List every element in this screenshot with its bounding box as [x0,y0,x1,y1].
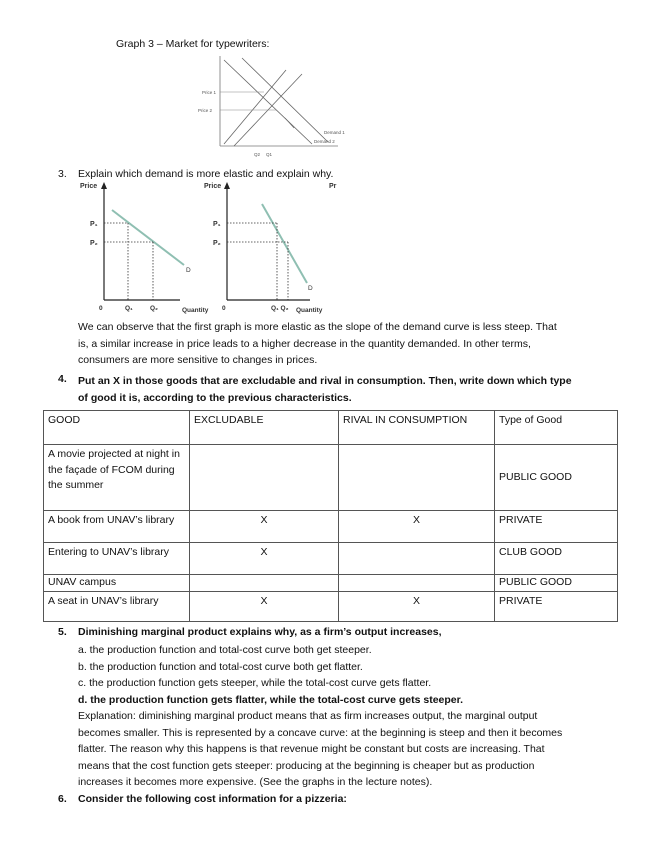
q3-question: Explain which demand is more elastic and explain why. [78,168,334,180]
q3-right-y-arrow [224,182,230,189]
q3-elasticity-graphs [70,180,350,320]
q3-right-demand-curve [262,204,307,283]
table-row [44,543,618,575]
cell-good: A movie projected at night in the façade of FCOM during the summer [44,445,190,511]
q4-question-line: of good it is, according to the previous characteristics. [78,391,352,404]
table-row [44,445,618,511]
graph3-demand-line-1 [224,70,286,144]
cell-type: PUBLIC GOOD [495,445,618,511]
q5-explanation-line: flatter. The reason why this happens is that revenue might be constant but costs are increasing. That [78,743,545,755]
q3-answer-line: We can observe that the first graph is more elastic as the slope of the demand curve is less steep. That [78,321,557,333]
q3-right-price-label: Price [204,183,222,190]
cell-type: PRIVATE [495,592,618,622]
graph3-price1-label: Price 1 [202,90,217,95]
q5-options [78,642,638,708]
q3-left-p2-label: P₂ [90,240,98,247]
q3-left-price-label: Price [80,183,98,190]
q5-explanation-line: becomes smaller. This is represented by a concave curve: at the beginning is steep and then it becomes [78,726,563,739]
cell-good: A book from UNAV’s library [44,511,190,543]
cell-good: A seat in UNAV’s library [44,592,190,622]
q3-left-y-arrow [101,182,107,189]
q5-option-c: c. the production function gets steeper, while the total-cost curve gets flatter. [78,677,432,689]
cell-excludable: X [190,511,339,543]
q5-explanation-line: Explanation: diminishing marginal product means that as firm increases output, the marginal output [78,710,538,722]
cell-excludable: X [190,592,339,622]
cell-type: PRIVATE [495,511,618,543]
q5-number: 5. [58,626,67,638]
cell-excludable: X [190,543,339,575]
q3-left-quantity-label: Quantity [182,307,209,314]
table-header-row [44,411,618,445]
q6-number: 6. [58,793,67,805]
q5-question: Diminishing marginal product explains why, as a firm’s output increases, [78,626,442,638]
q3-right-p2-label: P₂ [213,240,221,247]
q5-option-a: a. the production function and total-cost curve both get steeper. [78,644,372,656]
graph3-supply-line-1 [224,60,312,144]
header-type: Type of Good [495,411,618,445]
graph3-demand2-label: Demand 2 [314,139,335,144]
graph3-title: Graph 3 – Market for typewriters: [116,38,270,50]
header-excludable: EXCLUDABLE [190,411,339,445]
q3-left-p1-label: P₁ [90,221,98,228]
q4-question [78,373,638,406]
q3-right-quantity-label: Quantity [296,307,323,314]
q3-right-d-label: D [308,285,313,292]
cell-excludable [190,445,339,511]
cell-type: PUBLIC GOOD [495,575,618,592]
q3-answer [78,319,638,369]
cell-rival [339,445,495,511]
q6-question: Consider the following cost information for a pizzeria: [78,793,347,805]
q4-number: 4. [58,373,67,385]
graph3-demand1-label: Demand 1 [324,130,345,135]
q3-left-zero-label: 0 [99,305,103,312]
q3-number: 3. [58,168,67,180]
cell-good: UNAV campus [44,575,190,592]
graph3-price2-label: Price 2 [198,108,213,113]
q3-right-p1-label: P₁ [213,221,221,228]
q3-answer-line: consumers are more sensitive to changes in prices. [78,354,318,366]
header-good: GOOD [44,411,190,445]
goods-table [43,410,618,622]
q3-answer-line: is, a similar increase in price leads to a higher decrease in the quantity demanded. In other terms, [78,337,531,350]
q3-right-zero-label: 0 [222,305,226,312]
graph3-shift-arrow [285,118,294,128]
graph3-q2-label: Q2 [254,152,261,157]
graph3-supply-demand-chart [190,52,365,162]
q3-left-d-label: D [186,267,191,274]
table-row [44,511,618,543]
cell-rival [339,543,495,575]
q3-left-q1-label: Q₁ [125,305,133,312]
cell-excludable [190,575,339,592]
table-row [44,592,618,622]
q5-explanation [78,708,638,791]
q5-explanation-line: means that the cost function gets steeper: producing at the beginning is cheaper but as production [78,759,535,772]
q4-question-line: Put an X in those goods that are excludable and rival in consumption. Then, write down which type [78,375,572,387]
q3-right-cut-label: Pr [329,183,337,190]
q3-right-graph [204,182,337,314]
q5-option-d: d. the production function gets flatter, while the total-cost curve gets steeper. [78,693,464,706]
cell-good: Entering to UNAV’s library [44,543,190,575]
cell-rival: X [339,511,495,543]
table-row [44,575,618,592]
cell-rival: X [339,592,495,622]
header-rival: RIVAL IN CONSUMPTION [339,411,495,445]
cell-type: CLUB GOOD [495,543,618,575]
q5-option-b: b. the production function and total-cost curve both get flatter. [78,660,363,673]
q3-left-q2-label: Q₂ [150,305,158,312]
q3-left-graph [80,182,209,314]
q5-explanation-line: increases it becomes more expensive. (See the graphs in the lecture notes). [78,776,433,788]
q3-right-q1q2-label: Q₁ Q₂ [271,305,289,312]
q3-left-demand-curve [112,210,184,265]
cell-rival [339,575,495,592]
graph3-q1-label: Q1 [266,152,273,157]
